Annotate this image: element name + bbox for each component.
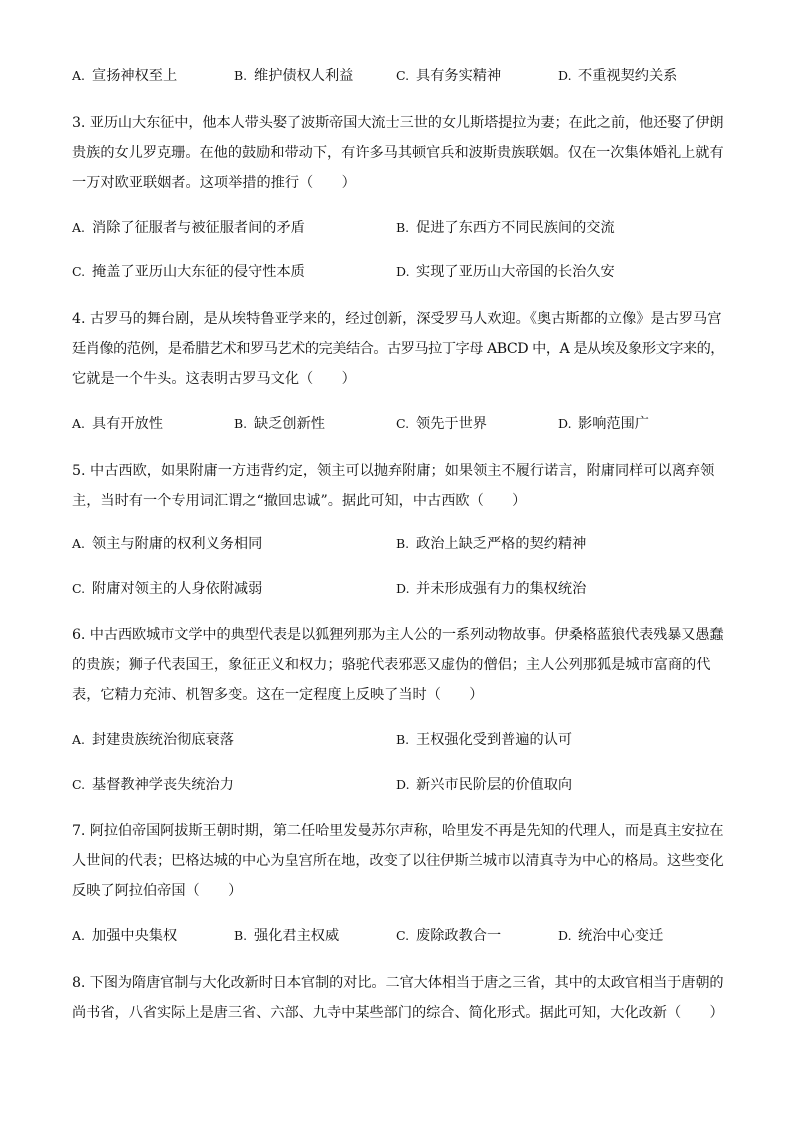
- q5-option-b[interactable]: B. 政治上缺乏严格的契约精神: [396, 536, 587, 552]
- q7-line-3: 反映了阿拉伯帝国（ ）: [72, 883, 243, 899]
- q2-option-b[interactable]: B. 维护债权人利益: [234, 68, 354, 84]
- q6-option-a[interactable]: A. 封建贵族统治彻底衰落: [72, 732, 234, 748]
- q3-options-row-1: [72, 218, 732, 238]
- q3-line-1: 3. 亚历山大东征中，他本人带头娶了波斯帝国大流士三世的女儿斯塔提拉为妻；在此之前，他还娶了伊朗: [72, 115, 724, 131]
- q5-option-a[interactable]: A. 领主与附庸的权利义务相同: [72, 536, 263, 552]
- q7-line-1: 7. 阿拉伯帝国阿拔斯王朝时期，第二任哈里发曼苏尔声称，哈里发不再是先知的代理人，而是真主安拉在: [72, 823, 724, 839]
- q4-line-1: 4. 古罗马的舞台剧，是从埃特鲁亚学来的，经过创新，深受罗马人欢迎。《奥古斯都的立像》是古罗马宫: [72, 311, 722, 327]
- q6-line-3: 表，它精力充沛、机智多变。这在一定程度上反映了当时（ ）: [72, 687, 484, 703]
- q3-line-2: 贵族的女儿罗克珊。在他的鼓励和带动下，有许多马其顿官兵和波斯贵族联姻。仅在一次集体婚礼上就有: [72, 145, 724, 161]
- q3-option-b[interactable]: B. 促进了东西方不同民族间的交流: [396, 220, 615, 236]
- q4-stem: [72, 304, 724, 394]
- q4-option-b[interactable]: B. 缺乏创新性: [234, 416, 325, 432]
- q5-options-row-1: [72, 534, 732, 554]
- q7-options: [72, 926, 732, 946]
- q5-option-d[interactable]: D. 并未形成强有力的集权统治: [396, 581, 587, 597]
- q4-line-2: 廷肖像的范例，是希腊艺术和罗马艺术的完美结合。古罗马拉丁字母 ABCD 中，A 是从埃及象形文字来的，: [72, 341, 725, 357]
- q6-stem: [72, 620, 724, 710]
- q3-line-3: 一万对欧亚联姻者。这项举措的推行（ ）: [72, 175, 356, 191]
- q8-line-1: 8. 下图为隋唐官制与大化改新时日本官制的对比。二官大体相当于唐之三省，其中的太政官相当于唐朝的: [72, 975, 724, 991]
- q4-option-d[interactable]: D. 影响范围广: [558, 416, 649, 432]
- q2-option-a[interactable]: A. 宣扬神权至上: [72, 68, 178, 84]
- q2-options: [72, 66, 732, 86]
- q2-option-d[interactable]: D. 不重视契约关系: [558, 68, 678, 84]
- q6-option-c[interactable]: C. 基督教神学丧失统治力: [72, 777, 234, 793]
- q5-option-c[interactable]: C. 附庸对领主的人身依附减弱: [72, 581, 263, 597]
- q7-option-d[interactable]: D. 统治中心变迁: [558, 928, 664, 944]
- q7-option-a[interactable]: A. 加强中央集权: [72, 928, 178, 944]
- q6-options-row-1: [72, 730, 732, 750]
- q8-stem: [72, 968, 724, 1028]
- q5-options-row-2: [72, 579, 732, 599]
- q6-options-row-2: [72, 775, 732, 795]
- q7-option-b[interactable]: B. 强化君主权威: [234, 928, 340, 944]
- q6-line-1: 6. 中古西欧城市文学中的典型代表是以狐狸列那为主人公的一系列动物故事。伊桑格蓝狼代表残暴又愚蠢: [72, 627, 724, 643]
- q3-stem: [72, 108, 724, 198]
- q7-stem: [72, 816, 724, 906]
- q6-option-b[interactable]: B. 王权强化受到普遍的认可: [396, 732, 573, 748]
- q3-option-d[interactable]: D. 实现了亚历山大帝国的长治久安: [396, 264, 615, 280]
- q5-stem: [72, 456, 724, 516]
- q4-options: [72, 414, 732, 434]
- q6-option-d[interactable]: D. 新兴市民阶层的价值取向: [396, 777, 573, 793]
- q3-options-row-2: [72, 262, 732, 282]
- q3-option-a[interactable]: A. 消除了征服者与被征服者间的矛盾: [72, 220, 305, 236]
- q7-option-c[interactable]: C. 废除政教合一: [396, 928, 502, 944]
- q5-line-2: 主，当时有一个专用词汇谓之“撤回忠诚”。据此可知，中古西欧（ ）: [72, 493, 527, 509]
- q6-line-2: 的贵族；狮子代表国王，象征正义和权力；骆驼代表邪恶又虚伪的僧侣；主人公列那狐是城市富商的代: [72, 657, 711, 673]
- q2-option-c[interactable]: C. 具有务实精神: [396, 68, 502, 84]
- q8-line-2: 尚书省，八省实际上是唐三省、六部、九寺中某些部门的综合、简化形式。据此可知，大化改新（ ）: [72, 1005, 724, 1021]
- q5-line-1: 5. 中古西欧，如果附庸一方违背约定，领主可以抛弃附庸；如果领主不履行诺言，附庸同样可以离弃领: [72, 463, 715, 479]
- q3-option-c[interactable]: C. 掩盖了亚历山大东征的侵守性本质: [72, 264, 305, 280]
- q4-line-3: 它就是一个牛头。这表明古罗马文化（ ）: [72, 371, 356, 387]
- q7-line-2: 人世间的代表；巴格达城的中心为皇宫所在地，改变了以往伊斯兰城市以清真寺为中心的格局。这些变化: [72, 853, 724, 869]
- q4-option-a[interactable]: A. 具有开放性: [72, 416, 163, 432]
- q4-option-c[interactable]: C. 领先于世界: [396, 416, 487, 432]
